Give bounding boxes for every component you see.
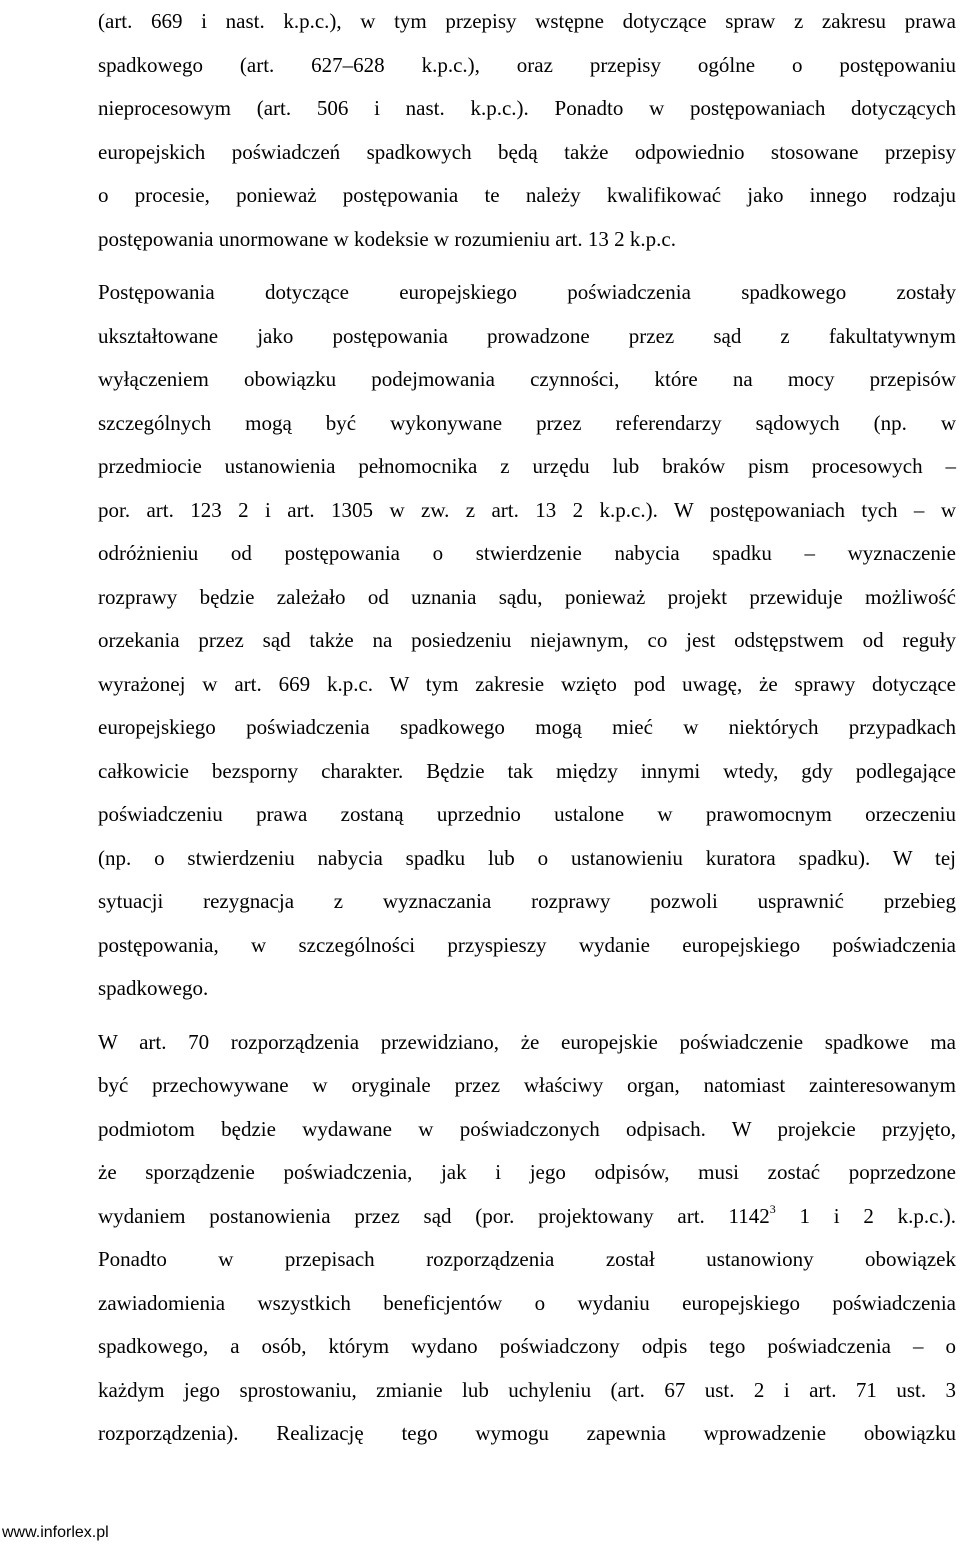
paragraph-1	[98, 0, 956, 261]
text-line: całkowicie bezsporny charakter. Będzie tak między innymi wtedy, gdy podlegające	[98, 758, 956, 783]
document-page	[98, 0, 956, 1456]
text-line: postępowania, w szczególności przyspieszy wydanie europejskiego poświadczenia	[98, 932, 956, 957]
text-line: każdym jego sprostowaniu, zmianie lub uchyleniu (art. 67 ust. 2 i art. 71 ust. 3	[98, 1377, 956, 1402]
text-line: rozporządzenia). Realizację tego wymogu zapewnia wprowadzenie obowiązku	[98, 1421, 956, 1445]
text-line: spadkowego.	[98, 976, 209, 1000]
footer-url: www.inforlex.pl	[2, 1524, 109, 1541]
text-line: (np. o stwierdzeniu nabycia spadku lub o ustanowieniu kuratora spadku). W tej	[98, 845, 956, 870]
paragraph-2	[98, 271, 956, 1011]
text-line: szczególnych mogą być wykonywane przez referendarzy sądowych (np. w	[98, 410, 956, 435]
text-line: być przechowywane w oryginale przez właściwy organ, natomiast zainteresowanym	[98, 1073, 956, 1097]
text-line: spadkowego, a osób, którym wydano poświadczony odpis tego poświadczenia – o	[98, 1334, 956, 1358]
text-line: odróżnieniu od postępowania o stwierdzenie nabycia spadku – wyznaczenie	[98, 541, 956, 565]
text-line-with-superscript	[98, 1195, 956, 1239]
text-line: rozprawy będzie zależało od uznania sądu, ponieważ projekt przewiduje możliwość	[98, 584, 956, 609]
text-line: europejskich poświadczeń spadkowych będą także odpowiednio stosowane przepisy	[98, 139, 956, 164]
text-line: W art. 70 rozporządzenia przewidziano, że europejskie poświadczenie spadkowe ma	[98, 1029, 956, 1054]
text-line: wyrażonej w art. 669 k.p.c. W tym zakresie wzięto pod uwagę, że sprawy dotyczące	[98, 671, 956, 696]
text-line: o procesie, ponieważ postępowania te należy kwalifikować jako innego rodzaju	[98, 183, 956, 207]
paragraph-3	[98, 1021, 956, 1456]
text-line: ukształtowane jako postępowania prowadzone przez sąd z fakultatywnym	[98, 323, 956, 348]
text-line: podmiotom będzie wydawane w poświadczonych odpisach. W projekcie przyjęto,	[98, 1116, 956, 1141]
text-line: Ponadto w przepisach rozporządzenia został ustanowiony obowiązek	[98, 1247, 956, 1271]
text-line: orzekania przez sąd także na posiedzeniu niejawnym, co jest odstępstwem od reguły	[98, 628, 956, 652]
text-segment: 1 i 2 k.p.c.).	[775, 1203, 956, 1228]
text-line: że sporządzenie poświadczenia, jak i jego odpisów, musi zostać poprzedzone	[98, 1160, 956, 1184]
text-line: europejskiego poświadczenia spadkowego mogą mieć w niektórych przypadkach	[98, 715, 956, 739]
text-line: nieprocesowym (art. 506 i nast. k.p.c.). Ponadto w postępowaniach dotyczących	[98, 96, 956, 120]
text-line: przedmiocie ustanowienia pełnomocnika z urzędu lub braków pism procesowych –	[98, 454, 956, 478]
text-line: por. art. 123 2 i art. 1305 w zw. z art. 13 2 k.p.c.). W postępowaniach tych – w	[98, 497, 956, 522]
text-segment: wydaniem postanowienia przez sąd (por. projektowany art. 1142	[98, 1203, 770, 1228]
superscript: 3	[769, 1201, 776, 1216]
text-line: sytuacji rezygnacja z wyznaczania rozprawy pozwoli usprawnić przebieg	[98, 889, 956, 913]
text-line: spadkowego (art. 627–628 k.p.c.), oraz przepisy ogólne o postępowaniu	[98, 52, 956, 77]
text-line: postępowania unormowane w kodeksie w rozumieniu art. 13 2 k.p.c.	[98, 226, 676, 251]
text-line: poświadczeniu prawa zostaną uprzednio ustalone w prawomocnym orzeczeniu	[98, 802, 956, 826]
text-line: zawiadomienia wszystkich beneficjentów o wydaniu europejskiego poświadczenia	[98, 1290, 956, 1315]
text-line: Postępowania dotyczące europejskiego poświadczenia spadkowego zostały	[98, 280, 956, 304]
text-line: wyłączeniem obowiązku podejmowania czynności, które na mocy przepisów	[98, 367, 956, 391]
text-line: (art. 669 i nast. k.p.c.), w tym przepisy wstępne dotyczące spraw z zakresu prawa	[98, 9, 956, 33]
